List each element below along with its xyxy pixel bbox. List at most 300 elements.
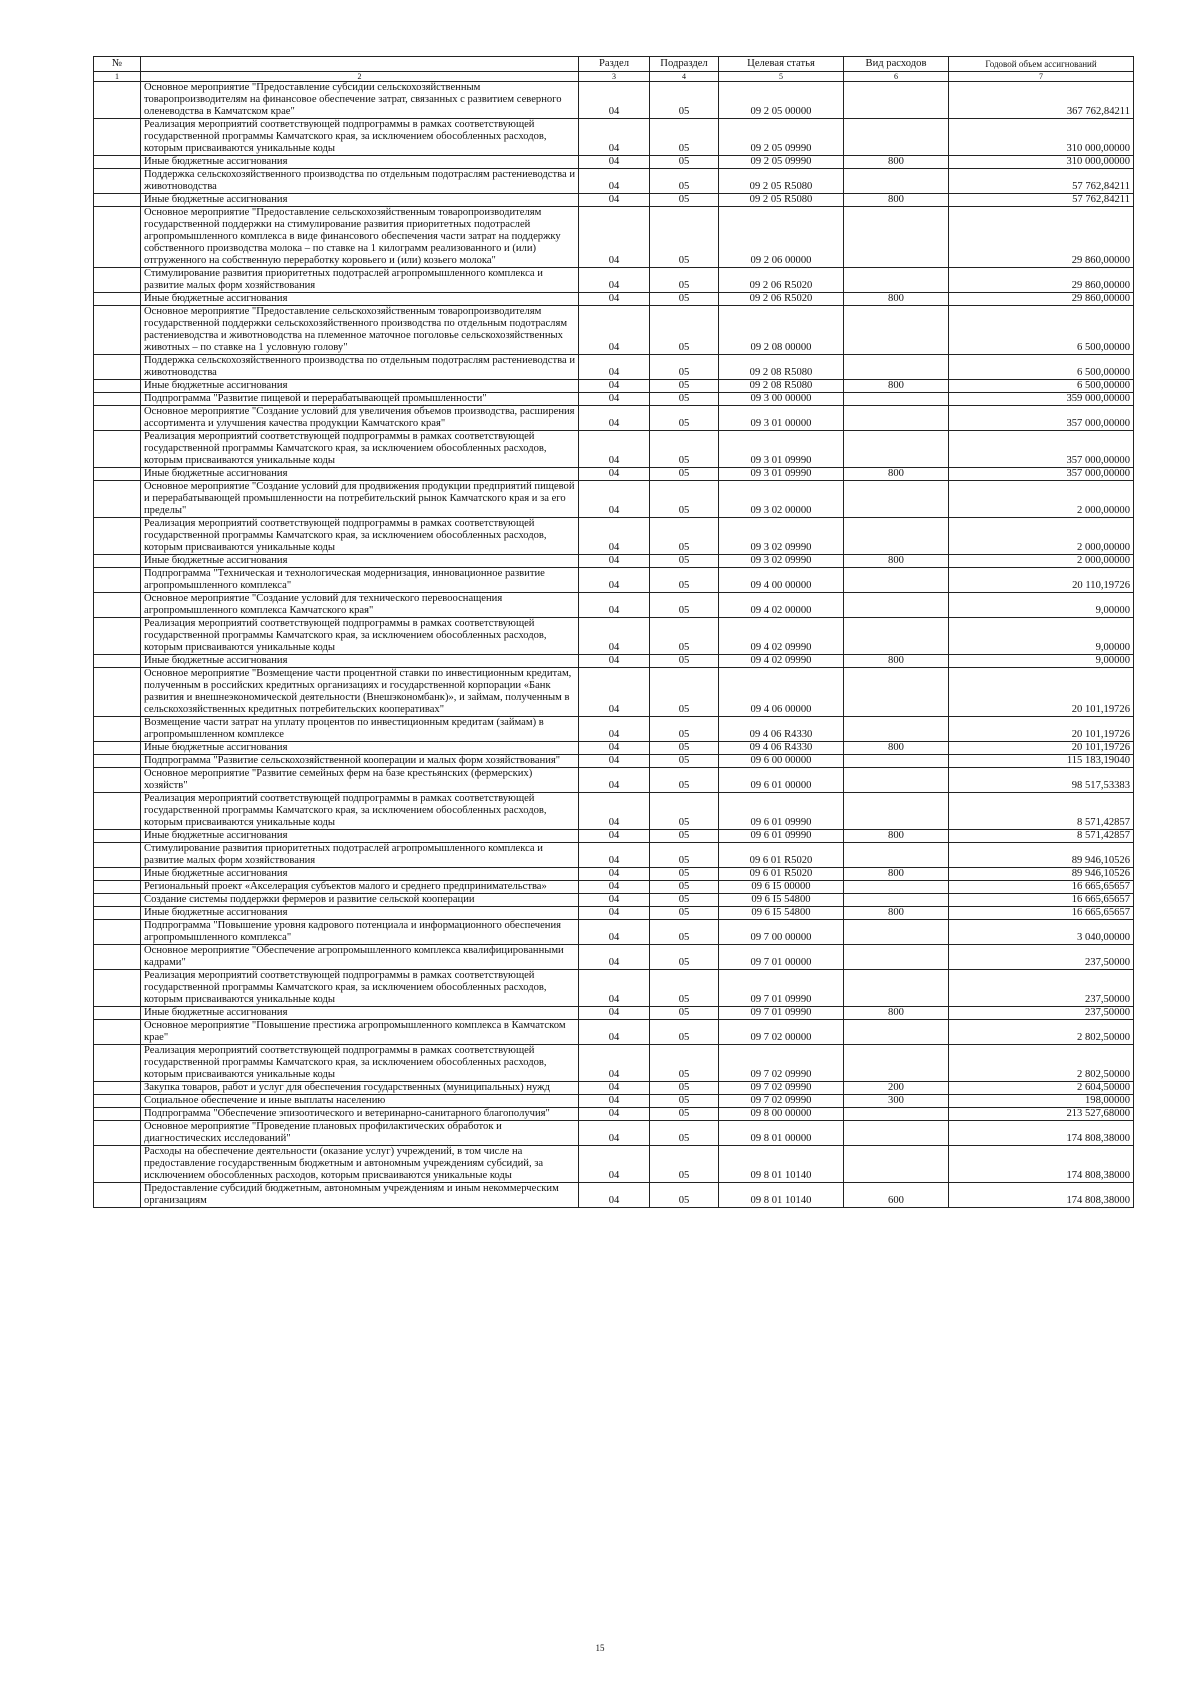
table-row xyxy=(94,431,1134,468)
index-5: 5 xyxy=(719,72,844,82)
cell-target-article: 09 2 06 R5020 xyxy=(719,268,844,293)
cell-no xyxy=(94,406,141,431)
cell-no xyxy=(94,868,141,881)
table-row xyxy=(94,618,1134,655)
table-row xyxy=(94,717,1134,742)
cell-podrazdel: 05 xyxy=(650,868,719,881)
cell-target-article: 09 2 06 R5020 xyxy=(719,293,844,306)
cell-expense-type: 300 xyxy=(844,1095,949,1108)
table-row xyxy=(94,668,1134,717)
cell-name: Основное мероприятие "Создание условий для продвижения продукции предприятий пищевой и перерабатывающей промышленности на потребительский рынок Камчатского края и за его пределы" xyxy=(141,481,579,518)
cell-razdel: 04 xyxy=(579,481,650,518)
cell-no xyxy=(94,618,141,655)
cell-target-article: 09 7 02 09990 xyxy=(719,1082,844,1095)
table-row xyxy=(94,406,1134,431)
cell-name: Иные бюджетные ассигнования xyxy=(141,907,579,920)
cell-podrazdel: 05 xyxy=(650,1121,719,1146)
cell-no xyxy=(94,169,141,194)
cell-amount: 174 808,38000 xyxy=(949,1183,1134,1208)
cell-name: Основное мероприятие "Возмещение части процентной ставки по инвестиционным кредитам, полученным в российских кредитных организациях и государственной корпорации «Банк развития и внешнеэкономической деятельности (Внешэкономбанк)», и займам, полученным в сельскохозяйственных кредитных потребительских кооперативах" xyxy=(141,668,579,717)
table-row xyxy=(94,555,1134,568)
cell-target-article: 09 6 00 00000 xyxy=(719,755,844,768)
table-header xyxy=(94,57,1134,82)
table-row xyxy=(94,207,1134,268)
cell-no xyxy=(94,555,141,568)
cell-razdel: 04 xyxy=(579,742,650,755)
cell-amount: 20 101,19726 xyxy=(949,668,1134,717)
cell-name: Реализация мероприятий соответствующей подпрограммы в рамках соответствующей государственной программы Камчатского края, за исключением обособленных расходов, которым присваиваются уникальные коды xyxy=(141,1045,579,1082)
cell-target-article: 09 6 01 09990 xyxy=(719,793,844,830)
cell-target-article: 09 2 05 R5080 xyxy=(719,169,844,194)
table-row xyxy=(94,1146,1134,1183)
cell-no xyxy=(94,1121,141,1146)
cell-amount: 29 860,00000 xyxy=(949,207,1134,268)
cell-expense-type: 800 xyxy=(844,907,949,920)
page-number: 15 xyxy=(595,1643,605,1653)
cell-razdel: 04 xyxy=(579,119,650,156)
cell-razdel: 04 xyxy=(579,568,650,593)
cell-podrazdel: 05 xyxy=(650,894,719,907)
cell-target-article: 09 8 01 10140 xyxy=(719,1183,844,1208)
cell-name: Основное мероприятие "Развитие семейных ферм на базе крестьянских (фермерских) хозяйств" xyxy=(141,768,579,793)
cell-podrazdel: 05 xyxy=(650,907,719,920)
cell-name: Иные бюджетные ассигнования xyxy=(141,555,579,568)
header-no: № xyxy=(94,57,141,72)
cell-podrazdel: 05 xyxy=(650,393,719,406)
cell-amount: 357 000,00000 xyxy=(949,468,1134,481)
cell-name: Поддержка сельскохозяйственного производства по отдельным подотраслям растениеводства и животноводства xyxy=(141,169,579,194)
cell-amount: 359 000,00000 xyxy=(949,393,1134,406)
cell-no xyxy=(94,393,141,406)
cell-podrazdel: 05 xyxy=(650,793,719,830)
cell-expense-type xyxy=(844,1020,949,1045)
cell-name: Подпрограмма "Техническая и технологическая модернизация, инновационное развитие агропромышленного комплекса" xyxy=(141,568,579,593)
cell-podrazdel: 05 xyxy=(650,156,719,169)
cell-name: Реализация мероприятий соответствующей подпрограммы в рамках соответствующей государственной программы Камчатского края, за исключением обособленных расходов, которым присваиваются уникальные коды xyxy=(141,970,579,1007)
cell-amount: 9,00000 xyxy=(949,618,1134,655)
cell-target-article: 09 7 02 09990 xyxy=(719,1045,844,1082)
cell-name: Поддержка сельскохозяйственного производства по отдельным подотраслям растениеводства и животноводства xyxy=(141,355,579,380)
cell-expense-type xyxy=(844,1146,949,1183)
cell-no xyxy=(94,1183,141,1208)
table-row xyxy=(94,268,1134,293)
cell-amount: 89 946,10526 xyxy=(949,868,1134,881)
table-row xyxy=(94,755,1134,768)
cell-amount: 2 802,50000 xyxy=(949,1020,1134,1045)
cell-razdel: 04 xyxy=(579,768,650,793)
cell-razdel: 04 xyxy=(579,1183,650,1208)
cell-razdel: 04 xyxy=(579,593,650,618)
cell-podrazdel: 05 xyxy=(650,970,719,1007)
cell-name: Создание системы поддержки фермеров и развитие сельской кооперации xyxy=(141,894,579,907)
cell-expense-type xyxy=(844,881,949,894)
cell-amount: 357 000,00000 xyxy=(949,406,1134,431)
cell-target-article: 09 8 00 00000 xyxy=(719,1108,844,1121)
cell-podrazdel: 05 xyxy=(650,1183,719,1208)
cell-podrazdel: 05 xyxy=(650,380,719,393)
header-podrazdel: Подраздел xyxy=(650,57,719,72)
cell-name: Иные бюджетные ассигнования xyxy=(141,156,579,169)
cell-target-article: 09 2 08 R5080 xyxy=(719,355,844,380)
cell-amount: 367 762,84211 xyxy=(949,82,1134,119)
cell-target-article: 09 4 02 00000 xyxy=(719,593,844,618)
cell-no xyxy=(94,194,141,207)
cell-name: Реализация мероприятий соответствующей подпрограммы в рамках соответствующей государственной программы Камчатского края, за исключением обособленных расходов, которым присваиваются уникальные коды xyxy=(141,793,579,830)
cell-podrazdel: 05 xyxy=(650,194,719,207)
table-row xyxy=(94,907,1134,920)
cell-podrazdel: 05 xyxy=(650,1082,719,1095)
cell-podrazdel: 05 xyxy=(650,355,719,380)
cell-name: Иные бюджетные ассигнования xyxy=(141,655,579,668)
cell-expense-type: 800 xyxy=(844,555,949,568)
cell-name: Предоставление субсидий бюджетным, автономным учреждениям и иным некоммерческим организациям xyxy=(141,1183,579,1208)
table-row xyxy=(94,881,1134,894)
cell-no xyxy=(94,380,141,393)
cell-expense-type xyxy=(844,406,949,431)
table-row xyxy=(94,518,1134,555)
cell-name: Иные бюджетные ассигнования xyxy=(141,1007,579,1020)
cell-target-article: 09 2 05 09990 xyxy=(719,119,844,156)
cell-expense-type xyxy=(844,207,949,268)
index-7: 7 xyxy=(949,72,1134,82)
cell-expense-type: 800 xyxy=(844,868,949,881)
table-row xyxy=(94,1095,1134,1108)
cell-target-article: 09 3 02 00000 xyxy=(719,481,844,518)
cell-amount: 16 665,65657 xyxy=(949,894,1134,907)
header-expense-type: Вид расходов xyxy=(844,57,949,72)
cell-target-article: 09 7 01 09990 xyxy=(719,1007,844,1020)
cell-amount: 174 808,38000 xyxy=(949,1146,1134,1183)
cell-podrazdel: 05 xyxy=(650,555,719,568)
cell-amount: 29 860,00000 xyxy=(949,268,1134,293)
cell-name: Основное мероприятие "Предоставление субсидии сельскохозяйственным товаропроизводителям на финансовое обеспечение затрат, связанных с развитием северного оленеводства в Камчатском крае" xyxy=(141,82,579,119)
cell-no xyxy=(94,207,141,268)
cell-name: Иные бюджетные ассигнования xyxy=(141,830,579,843)
cell-target-article: 09 3 01 00000 xyxy=(719,406,844,431)
cell-razdel: 04 xyxy=(579,82,650,119)
cell-name: Основное мероприятие "Предоставление сельскохозяйственным товаропроизводителям государственной поддержки на стимулирование развития приоритетных подотраслей агропромышленного комплекса в виде финансового обеспечения части затрат на поддержку собственного производства молока – по ставке на 1 килограмм реализованного и (или) отгруженного на собственную переработку коровьего и (или) козьего молока" xyxy=(141,207,579,268)
cell-name: Расходы на обеспечение деятельности (оказание услуг) учреждений, в том числе на предоставление государственным бюджетным и автономным учреждениям субсидий, за исключением обособленных расходов, которым присваиваются уникальные коды xyxy=(141,1146,579,1183)
cell-podrazdel: 05 xyxy=(650,945,719,970)
index-1: 1 xyxy=(94,72,141,82)
cell-name: Стимулирование развития приоритетных подотраслей агропромышленного комплекса и развитие малых форм хозяйствования xyxy=(141,268,579,293)
header-row xyxy=(94,57,1134,72)
cell-expense-type: 800 xyxy=(844,380,949,393)
cell-razdel: 04 xyxy=(579,668,650,717)
cell-no xyxy=(94,717,141,742)
cell-amount: 310 000,00000 xyxy=(949,156,1134,169)
cell-podrazdel: 05 xyxy=(650,82,719,119)
cell-target-article: 09 4 06 R4330 xyxy=(719,742,844,755)
table-row xyxy=(94,1007,1134,1020)
cell-target-article: 09 6 01 00000 xyxy=(719,768,844,793)
table-row xyxy=(94,593,1134,618)
cell-razdel: 04 xyxy=(579,1020,650,1045)
cell-target-article: 09 6 I5 00000 xyxy=(719,881,844,894)
index-6: 6 xyxy=(844,72,949,82)
table-row xyxy=(94,1108,1134,1121)
table-row xyxy=(94,1020,1134,1045)
cell-razdel: 04 xyxy=(579,194,650,207)
table-row xyxy=(94,156,1134,169)
cell-razdel: 04 xyxy=(579,717,650,742)
table-row xyxy=(94,1045,1134,1082)
cell-podrazdel: 05 xyxy=(650,655,719,668)
cell-podrazdel: 05 xyxy=(650,843,719,868)
cell-podrazdel: 05 xyxy=(650,668,719,717)
table-row xyxy=(94,768,1134,793)
cell-name: Социальное обеспечение и иные выплаты населению xyxy=(141,1095,579,1108)
cell-podrazdel: 05 xyxy=(650,742,719,755)
cell-name: Реализация мероприятий соответствующей подпрограммы в рамках соответствующей государственной программы Камчатского края, за исключением обособленных расходов, которым присваиваются уникальные коды xyxy=(141,431,579,468)
cell-expense-type xyxy=(844,793,949,830)
cell-name: Основное мероприятие "Проведение плановых профилактических обработок и диагностических исследований" xyxy=(141,1121,579,1146)
cell-podrazdel: 05 xyxy=(650,207,719,268)
table-row xyxy=(94,945,1134,970)
cell-target-article: 09 3 01 09990 xyxy=(719,468,844,481)
cell-target-article: 09 3 02 09990 xyxy=(719,518,844,555)
cell-target-article: 09 6 I5 54800 xyxy=(719,907,844,920)
cell-expense-type: 800 xyxy=(844,468,949,481)
cell-expense-type xyxy=(844,393,949,406)
cell-name: Стимулирование развития приоритетных подотраслей агропромышленного комплекса и развитие малых форм хозяйствования xyxy=(141,843,579,868)
cell-expense-type xyxy=(844,894,949,907)
cell-target-article: 09 4 06 R4330 xyxy=(719,717,844,742)
cell-no xyxy=(94,82,141,119)
cell-expense-type xyxy=(844,431,949,468)
table-row xyxy=(94,1082,1134,1095)
cell-no xyxy=(94,306,141,355)
cell-amount: 89 946,10526 xyxy=(949,843,1134,868)
cell-no xyxy=(94,668,141,717)
cell-amount: 237,50000 xyxy=(949,945,1134,970)
cell-target-article: 09 2 06 00000 xyxy=(719,207,844,268)
cell-razdel: 04 xyxy=(579,156,650,169)
cell-podrazdel: 05 xyxy=(650,755,719,768)
cell-amount: 115 183,19040 xyxy=(949,755,1134,768)
cell-podrazdel: 05 xyxy=(650,1020,719,1045)
cell-no xyxy=(94,1045,141,1082)
cell-amount: 9,00000 xyxy=(949,655,1134,668)
cell-name: Возмещение части затрат на уплату процентов по инвестиционным кредитам (займам) в агропромышленном комплексе xyxy=(141,717,579,742)
cell-target-article: 09 2 08 R5080 xyxy=(719,380,844,393)
cell-razdel: 04 xyxy=(579,268,650,293)
cell-podrazdel: 05 xyxy=(650,119,719,156)
table-row xyxy=(94,194,1134,207)
cell-amount: 8 571,42857 xyxy=(949,830,1134,843)
cell-podrazdel: 05 xyxy=(650,920,719,945)
cell-razdel: 04 xyxy=(579,1121,650,1146)
cell-razdel: 04 xyxy=(579,1146,650,1183)
table-row xyxy=(94,793,1134,830)
cell-podrazdel: 05 xyxy=(650,431,719,468)
cell-podrazdel: 05 xyxy=(650,293,719,306)
cell-expense-type xyxy=(844,755,949,768)
cell-amount: 20 101,19726 xyxy=(949,717,1134,742)
budget-table xyxy=(93,56,1134,1208)
cell-amount: 9,00000 xyxy=(949,593,1134,618)
cell-target-article: 09 6 01 R5020 xyxy=(719,868,844,881)
index-3: 3 xyxy=(579,72,650,82)
cell-name: Основное мероприятие "Предоставление сельскохозяйственным товаропроизводителям государственной поддержки сельскохозяйственного производства по отдельным подотраслям растениеводства и животноводства на племенное маточное поголовье сельскохозяйственных животных – по ставке на 1 условную голову" xyxy=(141,306,579,355)
cell-amount: 29 860,00000 xyxy=(949,293,1134,306)
table-row xyxy=(94,306,1134,355)
header-razdel: Раздел xyxy=(579,57,650,72)
header-annual-volume: Годовой объем ассигнований xyxy=(949,57,1134,72)
cell-target-article: 09 6 01 R5020 xyxy=(719,843,844,868)
cell-expense-type: 800 xyxy=(844,194,949,207)
cell-expense-type xyxy=(844,945,949,970)
cell-razdel: 04 xyxy=(579,655,650,668)
cell-expense-type xyxy=(844,568,949,593)
cell-target-article: 09 2 05 00000 xyxy=(719,82,844,119)
cell-razdel: 04 xyxy=(579,393,650,406)
cell-no xyxy=(94,1108,141,1121)
cell-amount: 6 500,00000 xyxy=(949,355,1134,380)
cell-name: Иные бюджетные ассигнования xyxy=(141,868,579,881)
table-row xyxy=(94,481,1134,518)
cell-no xyxy=(94,355,141,380)
cell-target-article: 09 7 01 00000 xyxy=(719,945,844,970)
cell-no xyxy=(94,843,141,868)
cell-target-article: 09 7 02 00000 xyxy=(719,1020,844,1045)
cell-expense-type: 800 xyxy=(844,742,949,755)
cell-amount: 310 000,00000 xyxy=(949,119,1134,156)
cell-podrazdel: 05 xyxy=(650,1146,719,1183)
cell-no xyxy=(94,431,141,468)
cell-amount: 2 000,00000 xyxy=(949,481,1134,518)
table-row xyxy=(94,1121,1134,1146)
cell-podrazdel: 05 xyxy=(650,618,719,655)
cell-amount: 237,50000 xyxy=(949,970,1134,1007)
table-row xyxy=(94,169,1134,194)
cell-expense-type: 200 xyxy=(844,1082,949,1095)
cell-target-article: 09 3 01 09990 xyxy=(719,431,844,468)
cell-no xyxy=(94,481,141,518)
cell-expense-type xyxy=(844,920,949,945)
cell-no xyxy=(94,1082,141,1095)
table-row xyxy=(94,742,1134,755)
table-row xyxy=(94,894,1134,907)
table-row xyxy=(94,380,1134,393)
cell-expense-type xyxy=(844,169,949,194)
cell-amount: 198,00000 xyxy=(949,1095,1134,1108)
cell-name: Иные бюджетные ассигнования xyxy=(141,194,579,207)
cell-no xyxy=(94,793,141,830)
cell-razdel: 04 xyxy=(579,169,650,194)
cell-no xyxy=(94,1095,141,1108)
table-row xyxy=(94,920,1134,945)
cell-no xyxy=(94,468,141,481)
table-row xyxy=(94,568,1134,593)
cell-amount: 3 040,00000 xyxy=(949,920,1134,945)
cell-amount: 57 762,84211 xyxy=(949,194,1134,207)
cell-target-article: 09 3 00 00000 xyxy=(719,393,844,406)
cell-razdel: 04 xyxy=(579,1082,650,1095)
cell-razdel: 04 xyxy=(579,431,650,468)
cell-podrazdel: 05 xyxy=(650,1045,719,1082)
cell-podrazdel: 05 xyxy=(650,717,719,742)
table-row xyxy=(94,393,1134,406)
cell-no xyxy=(94,755,141,768)
cell-expense-type xyxy=(844,593,949,618)
cell-expense-type: 800 xyxy=(844,655,949,668)
cell-no xyxy=(94,920,141,945)
cell-expense-type xyxy=(844,768,949,793)
cell-expense-type xyxy=(844,119,949,156)
cell-amount: 57 762,84211 xyxy=(949,169,1134,194)
cell-razdel: 04 xyxy=(579,755,650,768)
cell-name: Основное мероприятие "Обеспечение агропромышленного комплекса квалифицированными кадрами" xyxy=(141,945,579,970)
table-row xyxy=(94,843,1134,868)
cell-target-article: 09 7 00 00000 xyxy=(719,920,844,945)
cell-razdel: 04 xyxy=(579,868,650,881)
budget-document xyxy=(93,56,1133,1208)
cell-amount: 2 000,00000 xyxy=(949,518,1134,555)
table-row xyxy=(94,293,1134,306)
table-row xyxy=(94,468,1134,481)
cell-podrazdel: 05 xyxy=(650,481,719,518)
cell-razdel: 04 xyxy=(579,293,650,306)
cell-podrazdel: 05 xyxy=(650,593,719,618)
index-4: 4 xyxy=(650,72,719,82)
cell-name: Реализация мероприятий соответствующей подпрограммы в рамках соответствующей государственной программы Камчатского края, за исключением обособленных расходов, которым присваиваются уникальные коды xyxy=(141,618,579,655)
table-row xyxy=(94,868,1134,881)
cell-expense-type xyxy=(844,1108,949,1121)
cell-amount: 2 604,50000 xyxy=(949,1082,1134,1095)
cell-target-article: 09 3 02 09990 xyxy=(719,555,844,568)
table-row xyxy=(94,655,1134,668)
header-name xyxy=(141,57,579,72)
header-target-article: Целевая статья xyxy=(719,57,844,72)
cell-amount: 20 101,19726 xyxy=(949,742,1134,755)
cell-amount: 174 808,38000 xyxy=(949,1121,1134,1146)
cell-razdel: 04 xyxy=(579,1108,650,1121)
cell-podrazdel: 05 xyxy=(650,1095,719,1108)
cell-name: Региональный проект «Акселерация субъектов малого и среднего предпринимательства» xyxy=(141,881,579,894)
cell-amount: 237,50000 xyxy=(949,1007,1134,1020)
cell-target-article: 09 8 01 10140 xyxy=(719,1146,844,1183)
cell-podrazdel: 05 xyxy=(650,169,719,194)
cell-no xyxy=(94,593,141,618)
cell-expense-type xyxy=(844,268,949,293)
cell-target-article: 09 8 01 00000 xyxy=(719,1121,844,1146)
cell-name: Иные бюджетные ассигнования xyxy=(141,742,579,755)
cell-amount: 98 517,53383 xyxy=(949,768,1134,793)
cell-podrazdel: 05 xyxy=(650,1108,719,1121)
cell-expense-type xyxy=(844,481,949,518)
cell-razdel: 04 xyxy=(579,306,650,355)
cell-no xyxy=(94,881,141,894)
cell-amount: 2 000,00000 xyxy=(949,555,1134,568)
cell-razdel: 04 xyxy=(579,945,650,970)
cell-expense-type: 800 xyxy=(844,293,949,306)
table-row xyxy=(94,830,1134,843)
cell-expense-type xyxy=(844,668,949,717)
cell-expense-type xyxy=(844,618,949,655)
cell-razdel: 04 xyxy=(579,970,650,1007)
cell-no xyxy=(94,945,141,970)
cell-no xyxy=(94,268,141,293)
cell-razdel: 04 xyxy=(579,793,650,830)
cell-expense-type xyxy=(844,306,949,355)
cell-razdel: 04 xyxy=(579,355,650,380)
table-row xyxy=(94,82,1134,119)
cell-razdel: 04 xyxy=(579,894,650,907)
cell-amount: 16 665,65657 xyxy=(949,907,1134,920)
cell-expense-type: 800 xyxy=(844,156,949,169)
cell-name: Иные бюджетные ассигнования xyxy=(141,468,579,481)
